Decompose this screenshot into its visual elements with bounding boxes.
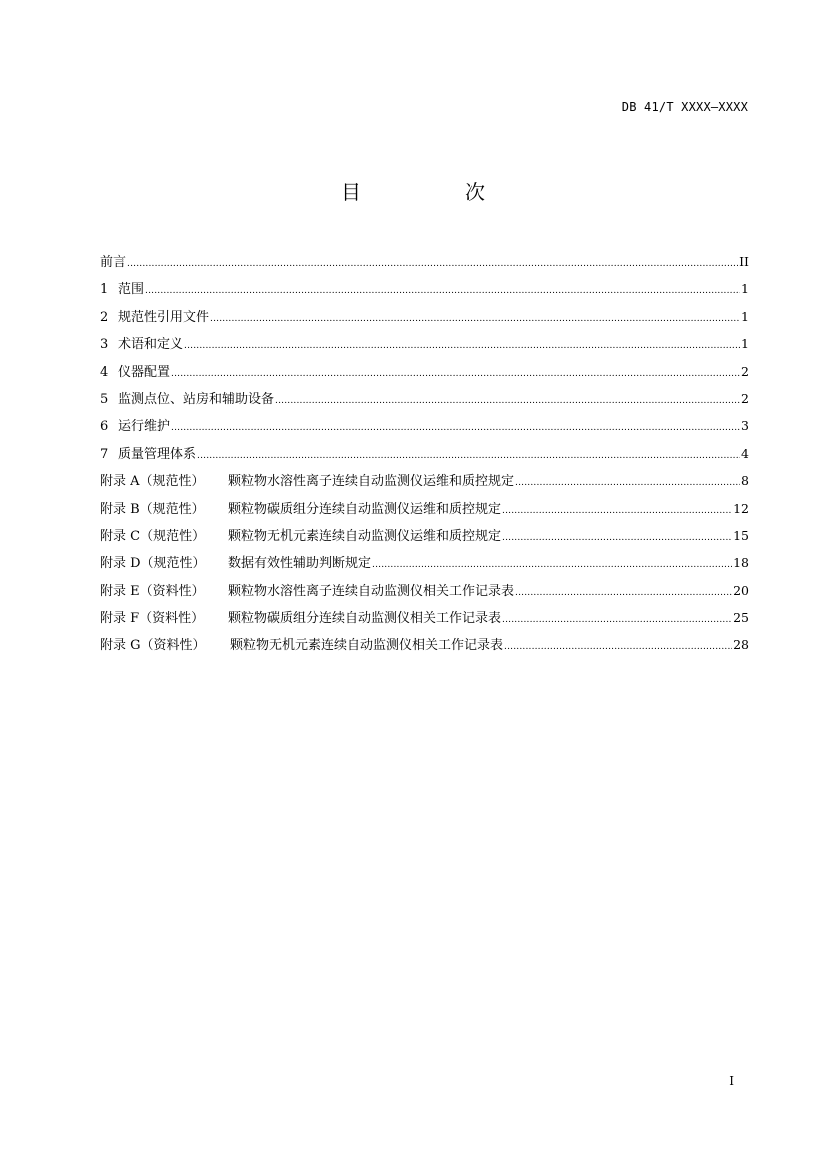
- toc-appendix-d[interactable]: [100, 549, 749, 576]
- toc-dot-leader: [127, 251, 738, 278]
- toc-entry-label: 仪器配置: [118, 364, 171, 380]
- toc-entry-page: 2: [741, 390, 749, 406]
- toc-appendix-page: 25: [733, 610, 749, 626]
- toc-entry-page: 1: [741, 336, 749, 352]
- toc-entry-number: 6: [100, 419, 109, 435]
- toc-appendix-label: 颗粒物碳质组分连续自动监测仪相关工作记录表: [228, 611, 502, 627]
- toc-entry-page: 4: [741, 445, 749, 461]
- toc-entry-page: II: [739, 254, 749, 269]
- toc-dot-leader: [171, 361, 740, 388]
- toc-entry-page: 2: [741, 363, 749, 379]
- toc-appendix-prefix: 附录 E（资料性）: [100, 583, 205, 599]
- toc-appendix-f[interactable]: [100, 604, 749, 631]
- toc-appendix-e[interactable]: [100, 577, 749, 604]
- toc-entry-scope[interactable]: [100, 275, 749, 302]
- toc-dot-leader: [502, 525, 732, 552]
- toc-appendix-label: 颗粒物无机元素连续自动监测仪相关工作记录表: [230, 638, 504, 654]
- toc-dot-leader: [275, 388, 740, 415]
- toc-entry-label: 范围: [118, 282, 145, 298]
- toc-appendix-page: 28: [733, 637, 749, 653]
- toc-dot-leader: [372, 552, 732, 579]
- toc-dot-leader: [145, 278, 740, 305]
- toc-dot-leader: [502, 607, 732, 634]
- toc-appendix-c[interactable]: [100, 522, 749, 549]
- toc-appendix-b[interactable]: [100, 495, 749, 522]
- toc-appendix-page: 18: [733, 555, 749, 571]
- toc-entry-number: 5: [100, 391, 109, 407]
- toc-dot-leader: [184, 333, 740, 360]
- page-number: I: [729, 1074, 734, 1088]
- document-code: DB 41/T XXXX—XXXX: [621, 100, 748, 114]
- toc-entry-number: 7: [100, 446, 109, 462]
- toc-dot-leader: [515, 470, 740, 497]
- toc-entry-label: 监测点位、站房和辅助设备: [118, 391, 275, 407]
- toc-appendix-prefix: 附录 D（规范性）: [100, 556, 206, 572]
- toc-dot-leader: [197, 443, 740, 470]
- toc-dot-leader: [515, 580, 732, 607]
- toc-entry-number: 1: [100, 282, 109, 298]
- toc-appendix-a[interactable]: [100, 467, 749, 494]
- toc-appendix-label: 颗粒物碳质组分连续自动监测仪运维和质控规定: [228, 501, 502, 517]
- toc-entry-page: 1: [741, 308, 749, 324]
- toc-appendix-prefix: 附录 F（资料性）: [100, 611, 205, 627]
- toc-appendix-page: 15: [733, 527, 749, 543]
- toc-entry-page: 1: [741, 281, 749, 297]
- toc-entry-number: 4: [100, 364, 109, 380]
- toc-title: 目 次: [341, 180, 527, 204]
- toc-dot-leader: [502, 498, 732, 525]
- table-of-contents: [100, 248, 749, 659]
- toc-entry-foreword[interactable]: [100, 248, 749, 275]
- toc-appendix-prefix: 附录 B（规范性）: [100, 501, 205, 517]
- toc-appendix-prefix: 附录 A（规范性）: [100, 474, 205, 490]
- toc-appendix-prefix: 附录 G（资料性）: [100, 638, 206, 654]
- toc-entry-page: 3: [741, 418, 749, 434]
- toc-entry-normative-references[interactable]: [100, 303, 749, 330]
- toc-appendix-page: 12: [733, 500, 749, 516]
- toc-entry-label: 运行维护: [118, 419, 171, 435]
- toc-entry-number: 2: [100, 309, 109, 325]
- toc-entry-quality-management[interactable]: [100, 440, 749, 467]
- toc-entry-label: 规范性引用文件: [118, 309, 210, 325]
- toc-appendix-label: 数据有效性辅助判断规定: [228, 556, 372, 572]
- toc-appendix-label: 颗粒物水溶性离子连续自动监测仪相关工作记录表: [228, 583, 515, 599]
- toc-dot-leader: [504, 634, 732, 661]
- toc-entry-monitoring-sites[interactable]: [100, 385, 749, 412]
- toc-appendix-label: 颗粒物水溶性离子连续自动监测仪运维和质控规定: [228, 474, 515, 490]
- toc-dot-leader: [210, 306, 740, 333]
- toc-entry-number: 3: [100, 337, 109, 353]
- toc-entry-label: 质量管理体系: [118, 446, 197, 462]
- toc-entry-terms-definitions[interactable]: [100, 330, 749, 357]
- toc-appendix-g[interactable]: [100, 631, 749, 658]
- toc-appendix-page: 20: [733, 582, 749, 598]
- toc-entry-label: 前言: [100, 255, 127, 270]
- toc-entry-operation-maintenance[interactable]: [100, 412, 749, 439]
- toc-appendix-page: 8: [741, 473, 749, 489]
- toc-dot-leader: [171, 415, 740, 442]
- toc-appendix-label: 颗粒物无机元素连续自动监测仪运维和质控规定: [228, 528, 502, 544]
- toc-appendix-prefix: 附录 C（规范性）: [100, 528, 206, 544]
- toc-entry-instrument-configuration[interactable]: [100, 358, 749, 385]
- toc-entry-label: 术语和定义: [118, 337, 184, 353]
